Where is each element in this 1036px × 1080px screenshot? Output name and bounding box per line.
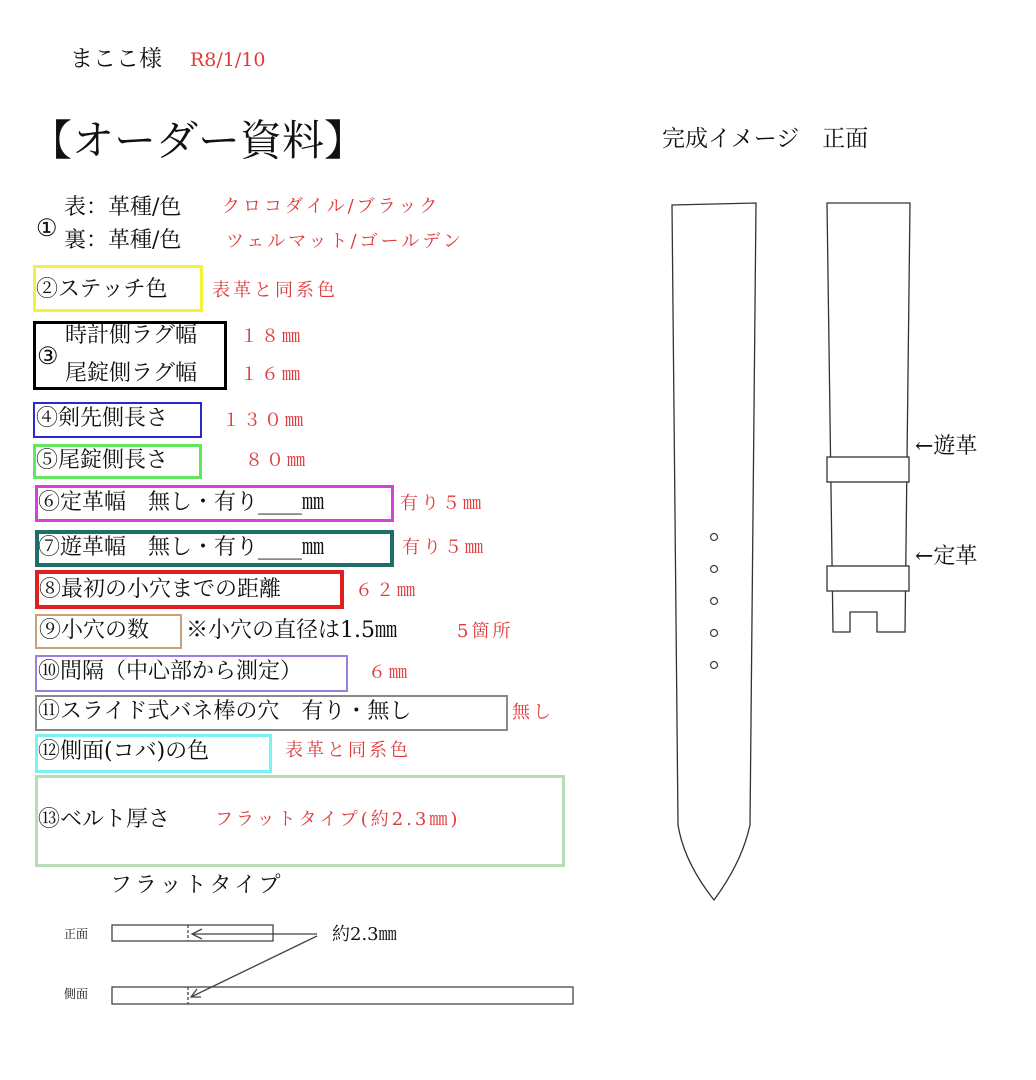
strap-hole	[711, 630, 718, 637]
tip-side-strap	[672, 203, 756, 900]
arrow-icon	[191, 936, 317, 997]
arrow-icon	[192, 929, 317, 939]
item3-number: ③	[37, 342, 59, 370]
item3-watch-lug-value: １８㎜	[240, 326, 303, 347]
item8-label: ⑧最初の小穴までの距離	[39, 577, 282, 602]
item9-label: ⑨小穴の数	[39, 618, 150, 643]
page-title: 【オーダー資料】	[30, 116, 367, 165]
strap-hole	[711, 662, 718, 669]
fixed-loop	[827, 566, 909, 591]
item13-value: フラットタイプ(約2.3㎜)	[215, 809, 461, 830]
thickness-measure: 約2.3㎜	[332, 924, 397, 945]
item1-front-value: クロコダイル/ブラック	[222, 196, 441, 217]
item8-value: ６２㎜	[355, 580, 418, 601]
item11-label: ⑪スライド式バネ棒の穴 有り・無し	[38, 699, 412, 724]
item7-label: ⑦遊革幅 無し・有り____㎜	[38, 535, 325, 560]
item10-label: ⑩間隔（中心部から測定）	[38, 659, 303, 684]
item11-value: 無し	[512, 702, 554, 723]
order-date: R8/1/10	[190, 49, 266, 71]
strap-hole	[711, 566, 718, 573]
item3-watch-lug-label: 時計側ラグ幅	[65, 323, 198, 348]
side-view-label: 側面	[64, 987, 89, 1001]
item5-label: ⑤尾錠側長さ	[36, 448, 169, 473]
buckle-side-strap	[827, 203, 910, 632]
item1-number: ①	[36, 214, 58, 242]
front-view-label: 正面	[64, 927, 89, 941]
flat-type-title: フラットタイプ	[110, 873, 284, 898]
item9-note: ※小穴の直径は1.5㎜	[186, 618, 397, 643]
front-view-rect	[112, 925, 273, 941]
item1-back-label: 裏：革種/色	[64, 228, 182, 253]
item6-value: 有り５㎜	[400, 493, 484, 514]
item3-buckle-lug-value: １６㎜	[240, 364, 303, 385]
keeper-loop	[827, 457, 909, 482]
item10-value: ６㎜	[368, 662, 410, 683]
strap-hole	[711, 534, 718, 541]
item1-front-label: 表：革種/色	[64, 195, 182, 220]
customer-name: まここ様	[70, 46, 162, 72]
keeper-label: ←遊革	[915, 434, 978, 459]
item13-label: ⑬ベルト厚さ	[38, 807, 171, 832]
side-view-rect	[112, 987, 573, 1004]
item3-buckle-lug-label: 尾錠側ラグ幅	[65, 361, 198, 386]
item12-value: 表革と同系色	[285, 740, 411, 761]
fixed-loop-label: ←定革	[915, 544, 978, 569]
item7-value: 有り５㎜	[402, 537, 486, 558]
item2-value: 表革と同系色	[212, 280, 338, 301]
item9-value: 5箇所	[457, 621, 514, 642]
item4-value: １３０㎜	[222, 410, 306, 431]
item5-value: ８０㎜	[245, 450, 308, 471]
item12-label: ⑫側面(コバ)の色	[38, 739, 210, 764]
item1-back-value: ツェルマット/ゴールデン	[226, 231, 464, 252]
item4-label: ④剣先側長さ	[36, 406, 169, 431]
strap-hole	[711, 598, 718, 605]
item2-label: ②ステッチ色	[36, 277, 168, 302]
image-title: 完成イメージ 正面	[662, 126, 869, 152]
item6-label: ⑥定革幅 無し・有り____㎜	[38, 490, 325, 515]
